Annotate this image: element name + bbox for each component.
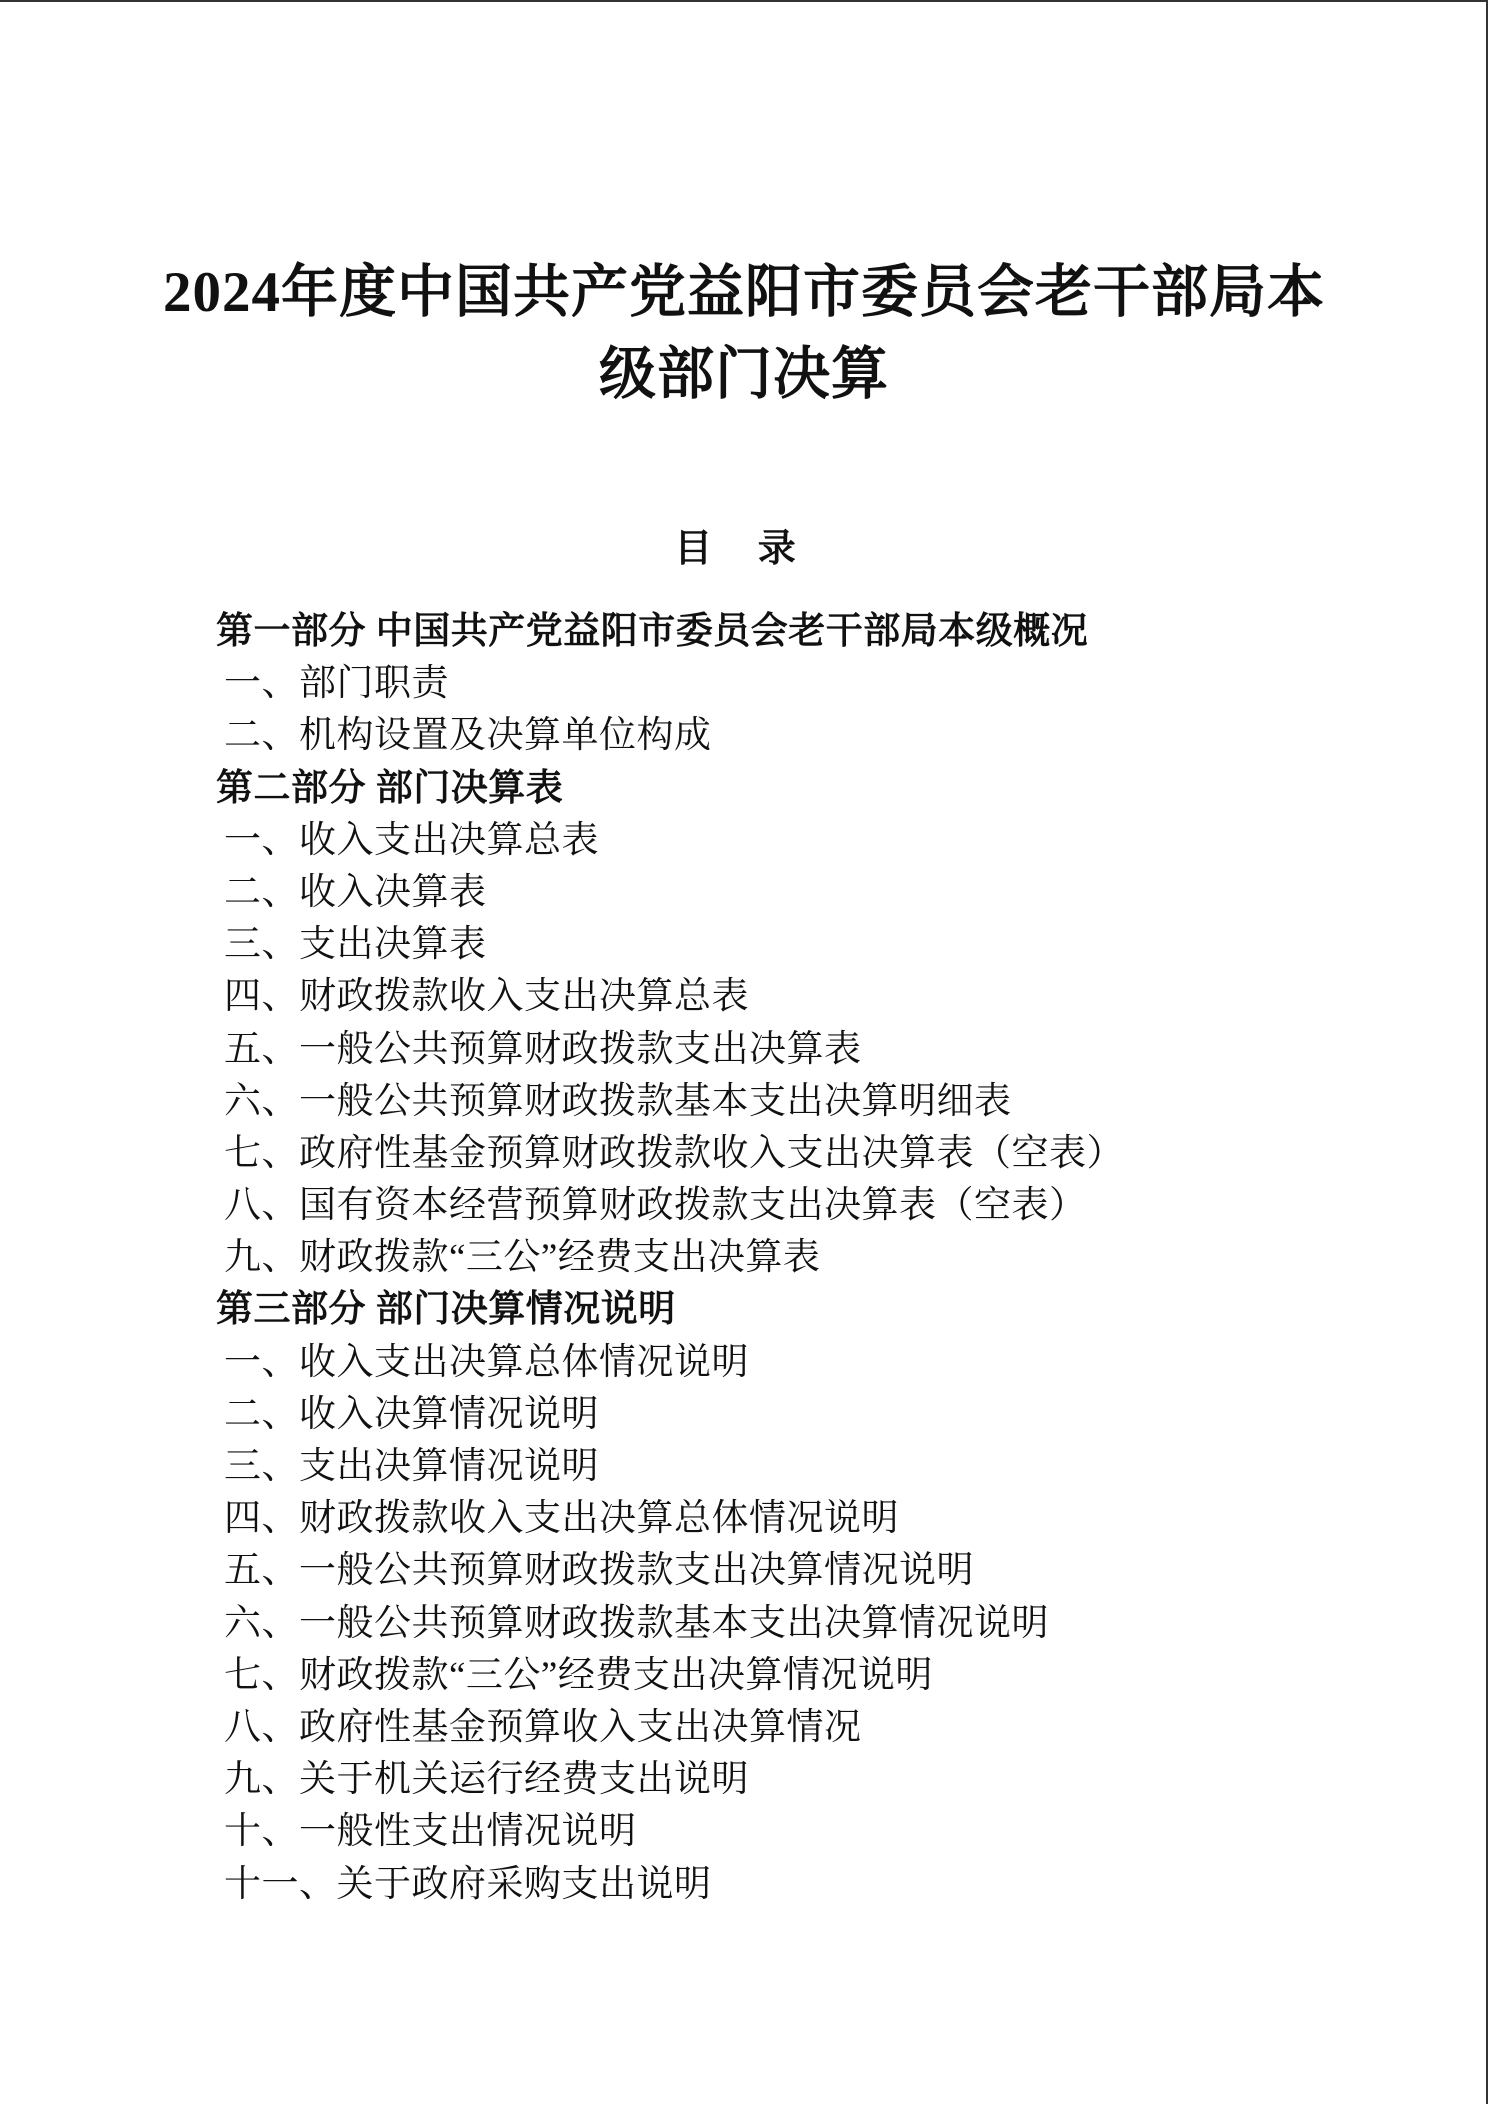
- toc-item: 六、一般公共预算财政拨款基本支出决算情况说明: [224, 1602, 1049, 1644]
- toc-part-heading-3: 第三部分 部门决算情况说明: [216, 1289, 676, 1331]
- toc-item: 七、政府性基金预算财政拨款收入支出决算表（空表）: [224, 1132, 1124, 1174]
- toc-item: 一、收入支出决算总表: [224, 819, 599, 861]
- toc-item: 三、支出决算表: [224, 924, 487, 966]
- toc-item: 四、财政拨款收入支出决算总表: [224, 976, 749, 1018]
- toc-item: 六、一般公共预算财政拨款基本支出决算明细表: [224, 1080, 1012, 1122]
- toc-heading: 目 录: [674, 528, 814, 570]
- document-title: [100, 252, 1388, 416]
- document-title-line-1: 2024年度中国共产党益阳市委员会老干部局本: [163, 261, 1325, 324]
- toc-item: 二、机构设置及决算单位构成: [224, 715, 712, 757]
- toc-item: 二、收入决算情况说明: [224, 1393, 599, 1435]
- toc-item: 八、国有资本经营预算财政拨款支出决算表（空表）: [224, 1185, 1087, 1227]
- toc-item: 五、一般公共预算财政拨款支出决算情况说明: [224, 1550, 974, 1592]
- toc-item: 十一、关于政府采购支出说明: [224, 1863, 712, 1905]
- toc-item: 一、部门职责: [224, 663, 449, 705]
- toc-item: 一、收入支出决算总体情况说明: [224, 1341, 749, 1383]
- table-of-contents: [214, 606, 1364, 1911]
- toc-part-heading-2: 第二部分 部门决算表: [216, 767, 564, 809]
- toc-item: 九、关于机关运行经费支出说明: [224, 1759, 749, 1801]
- toc-item: 十、一般性支出情况说明: [224, 1811, 637, 1853]
- toc-item: 四、财政拨款收入支出决算总体情况说明: [224, 1498, 899, 1540]
- toc-part-heading-1: 第一部分 中国共产党益阳市委员会老干部局本级概况: [216, 611, 1089, 652]
- toc-item: 九、财政拨款“三公”经费支出决算表: [224, 1237, 821, 1279]
- toc-item: 二、收入决算表: [224, 871, 487, 913]
- toc-item: 七、财政拨款“三公”经费支出决算情况说明: [224, 1654, 933, 1696]
- toc-item: 八、政府性基金预算收入支出决算情况: [224, 1706, 862, 1748]
- toc-item: 五、一般公共预算财政拨款支出决算表: [224, 1028, 862, 1070]
- toc-item: 三、支出决算情况说明: [224, 1446, 599, 1487]
- document-title-line-2: 级部门决算: [599, 343, 889, 406]
